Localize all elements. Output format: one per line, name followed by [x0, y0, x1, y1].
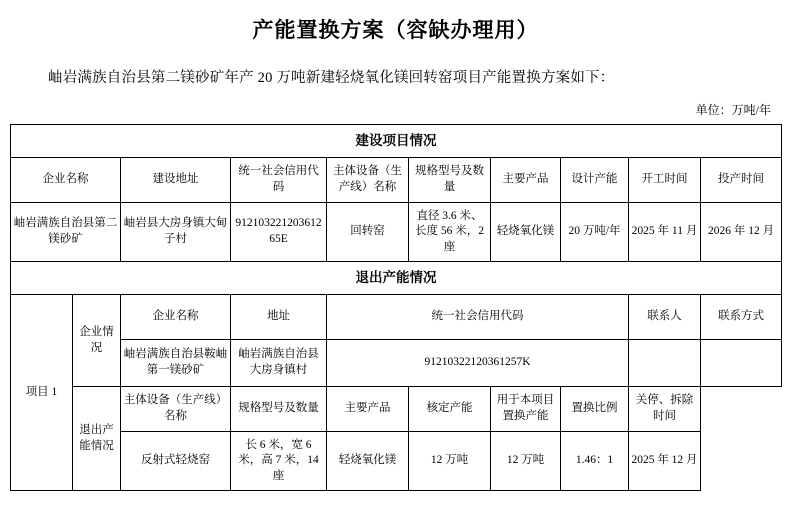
col-header-exit-spec-qty: 规格型号及数量: [231, 387, 327, 432]
col-header-build-address: 建设地址: [121, 158, 231, 203]
table-row: [11, 158, 782, 203]
unit-note: 单位：万吨/年: [695, 103, 771, 117]
col-header-spec-qty: 规格型号及数量: [409, 158, 491, 203]
cell-exit-address: 岫岩满族自治县大房身镇村: [231, 340, 327, 387]
page-title: 产能置换方案（容缺办理用）: [252, 18, 539, 42]
cell-replacement-ratio: 1.46：1: [561, 432, 629, 491]
table-row: [11, 387, 782, 432]
col-header-design-capacity: 设计产能: [561, 158, 629, 203]
cell-build-address: 岫岩县大房身镇大甸子村: [121, 203, 231, 262]
cell-contact-person: [629, 340, 701, 387]
col-header-exit-company-name: 企业名称: [121, 295, 231, 340]
cell-main-equipment: 回转窑: [327, 203, 409, 262]
cell-design-capacity: 20 万吨/年: [561, 203, 629, 262]
cell-used-capacity: 12 万吨: [491, 432, 561, 491]
cell-shutdown-time: 2025 年 12 月: [629, 432, 701, 491]
cell-company-block-label: 企业情况: [73, 295, 121, 387]
col-header-replacement-ratio: 置换比例: [561, 387, 629, 432]
col-header-exit-address: 地址: [231, 295, 327, 340]
cell-exit-product: 轻烧氧化镁: [327, 432, 409, 491]
cell-approved-capacity: 12 万吨: [409, 432, 491, 491]
col-header-company-name: 企业名称: [11, 158, 121, 203]
cell-exit-equipment: 反射式轻烧窑: [121, 432, 231, 491]
exit-section-title: 退出产能情况: [11, 262, 782, 295]
cell-spec-qty: 直径 3.6 米、长度 56 米，2 座: [409, 203, 491, 262]
col-header-approved-capacity: 核定产能: [409, 387, 491, 432]
cell-exit-credit-code: 91210322120361257K: [327, 340, 629, 387]
table-row: [11, 340, 782, 387]
col-header-main-product: 主要产品: [491, 158, 561, 203]
intro-paragraph: 岫岩满族自治县第二镁砂矿年产 20 万吨新建轻烧氧化镁回转窑项目产能置换方案如下：: [48, 70, 615, 86]
col-header-production-time: 投产时间: [701, 158, 782, 203]
capacity-replacement-table: [10, 124, 782, 491]
cell-credit-code: 91210322120361265E: [231, 203, 327, 262]
col-header-main-equipment: 主体设备（生产线）名称: [327, 158, 409, 203]
col-header-shutdown-time: 关停、拆除时间: [629, 387, 701, 432]
col-header-exit-credit-code: 统一社会信用代码: [327, 295, 629, 340]
table-row: [11, 432, 782, 491]
col-header-credit-code: 统一社会信用代码: [231, 158, 327, 203]
table-row: [11, 295, 782, 340]
cell-production-time: 2026 年 12 月: [701, 203, 782, 262]
table-row: [11, 125, 782, 158]
col-header-exit-product: 主要产品: [327, 387, 409, 432]
cell-main-product: 轻烧氧化镁: [491, 203, 561, 262]
table-row: [11, 203, 782, 262]
col-header-used-capacity: 用于本项目置换产能: [491, 387, 561, 432]
col-header-contact-person: 联系人: [629, 295, 701, 340]
col-header-start-time: 开工时间: [629, 158, 701, 203]
cell-exit-block-label: 退出产能情况: [73, 387, 121, 491]
cell-start-time: 2025 年 11 月: [629, 203, 701, 262]
col-header-contact-phone: 联系方式: [701, 295, 782, 340]
table-row: [11, 262, 782, 295]
cell-exit-company-name: 岫岩满族自治县鞍岫第一镁砂矿: [121, 340, 231, 387]
build-section-title: 建设项目情况: [11, 125, 782, 158]
cell-company-name: 岫岩满族自治县第二镁砂矿: [11, 203, 121, 262]
document-page: [0, 14, 791, 514]
cell-project-label: 项目 1: [11, 295, 73, 491]
col-header-exit-equipment: 主体设备（生产线）名称: [121, 387, 231, 432]
cell-contact-phone: [701, 340, 782, 387]
cell-exit-spec-qty: 长 6 米，宽 6 米，高 7 米，14 座: [231, 432, 327, 491]
